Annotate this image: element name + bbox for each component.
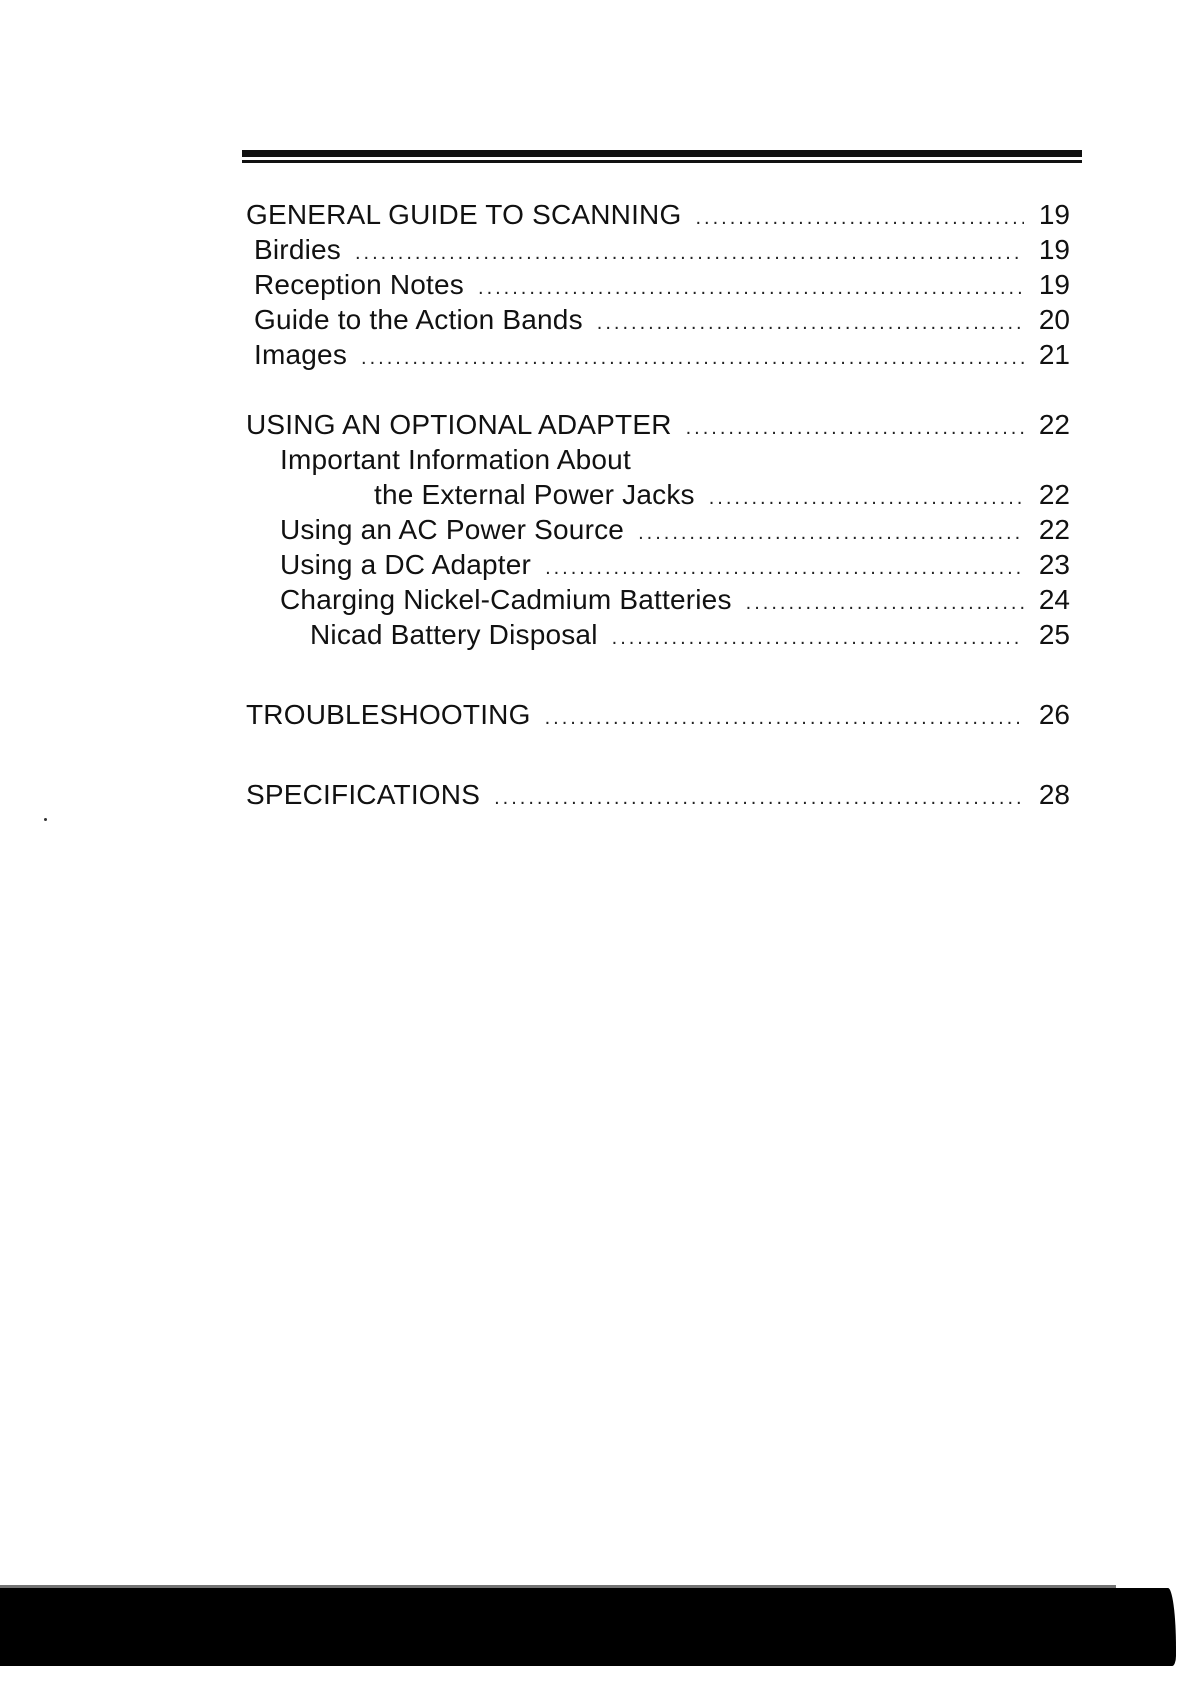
toc-entry-page: 23 [1038,549,1070,580]
toc-entry-title: Using an AC Power Source [280,514,625,545]
toc-entry-general-guide[interactable] [246,198,1070,232]
toc-entry-battery-disposal[interactable] [310,618,1070,652]
toc-entry-troubleshooting[interactable] [246,698,1070,732]
toc-leader-dots [695,201,1024,235]
toc-entry-page: 19 [1038,234,1070,265]
toc-leader-dots [361,341,1024,375]
toc-entry-title: the External Power Jacks [374,479,695,510]
toc-entry-images[interactable] [254,338,1070,372]
toc-entry-action-bands[interactable] [254,303,1070,337]
toc-leader-dots [545,551,1024,585]
toc-entry-title: TROUBLESHOOTING [246,699,531,730]
toc-entry-page: 22 [1038,514,1070,545]
toc-entry-title: Nicad Battery Disposal [310,619,598,650]
toc-entry-title: Birdies [254,234,341,265]
toc-leader-dots [686,411,1024,445]
toc-leader-dots [638,516,1024,550]
toc-entry-page: 20 [1038,304,1070,335]
toc-entry-charging-batteries[interactable] [280,583,1070,617]
toc-entry-optional-adapter[interactable] [246,408,1070,442]
toc-entry-birdies[interactable] [254,233,1070,267]
toc-entry-page: 25 [1038,619,1070,650]
toc-leader-dots [709,481,1024,515]
scan-speck [44,818,47,821]
toc-entry-title: Important Information About [280,444,631,475]
top-rule-thick [242,150,1082,157]
toc-entry-title: SPECIFICATIONS [246,779,481,810]
toc-entry-external-power-jacks[interactable] [374,478,1070,512]
toc-entry-page: 28 [1038,779,1070,810]
toc-leader-dots [545,701,1024,735]
toc-entry-title: Charging Nickel-Cadmium Batteries [280,584,732,615]
toc-entry-important-information[interactable] [280,443,1070,477]
toc-leader-dots [478,271,1024,305]
toc-leader-dots [746,586,1024,620]
toc-entry-page: 24 [1038,584,1070,615]
toc-entry-page: 19 [1038,199,1070,230]
toc-leader-dots [612,621,1024,655]
toc-entry-reception-notes[interactable] [254,268,1070,302]
toc-entry-specifications[interactable] [246,778,1070,812]
toc-entry-page: 19 [1038,269,1070,300]
toc-entry-title: USING AN OPTIONAL ADAPTER [246,409,672,440]
toc-entry-title: Reception Notes [254,269,465,300]
toc-entry-page: 21 [1038,339,1070,370]
bottom-black-bar [0,1588,1176,1666]
toc-entry-page: 26 [1038,699,1070,730]
top-rule-thin [242,160,1082,163]
toc-entry-title: Using a DC Adapter [280,549,532,580]
toc-entry-page: 22 [1038,409,1070,440]
toc-leader-dots [597,306,1024,340]
toc-entry-dc-adapter[interactable] [280,548,1070,582]
toc-entry-ac-power-source[interactable] [280,513,1070,547]
toc-entry-title: GENERAL GUIDE TO SCANNING [246,199,682,230]
toc-leader-dots [494,781,1024,815]
toc-leader-dots [355,236,1024,270]
toc-entry-page: 22 [1038,479,1070,510]
toc-entry-title: Guide to the Action Bands [254,304,583,335]
top-rule [242,150,1082,164]
toc-entry-title: Images [254,339,348,370]
